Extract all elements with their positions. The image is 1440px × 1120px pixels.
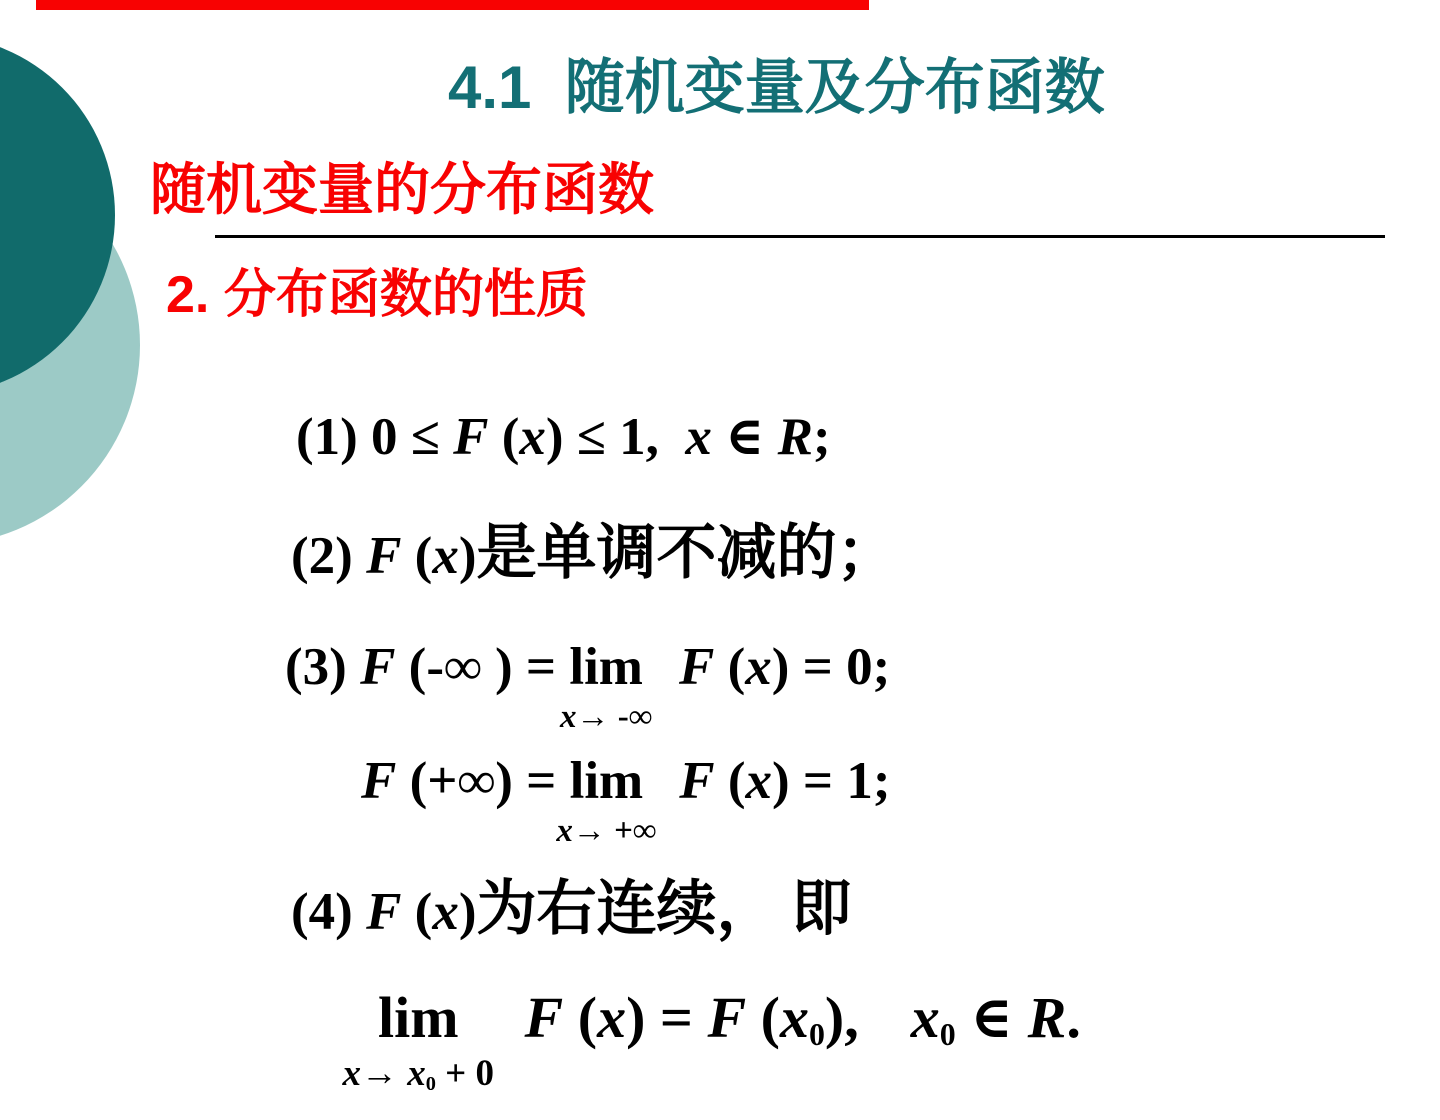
- formula-segment: x: [910, 984, 940, 1050]
- formula-segment: → +∞: [572, 812, 657, 849]
- formula-segment: (+∞) =: [396, 751, 570, 810]
- formula-segment: ) = 1;: [771, 751, 891, 810]
- formula-segment: + 0: [435, 1052, 495, 1094]
- formula-segment: (: [401, 526, 433, 585]
- formula-segment: ): [458, 526, 477, 585]
- formula-segment: ) =: [626, 984, 708, 1050]
- formula-segment: ) ≤ 1,: [545, 407, 686, 466]
- formula-segment: (: [746, 984, 780, 1050]
- formula-segment: F: [707, 984, 747, 1050]
- formula-segment: (-∞ ) =: [395, 637, 570, 696]
- formula-segment: ),: [824, 984, 859, 1050]
- formula-segment: x: [597, 984, 627, 1050]
- formula-segment: x: [519, 407, 546, 466]
- formula-segment: x: [407, 1052, 426, 1094]
- formula-segment: ) = 0;: [771, 637, 891, 696]
- lim-label: lim: [378, 984, 459, 1050]
- formula-segment: → -∞: [576, 698, 653, 735]
- formula-segment: ∈: [955, 984, 1028, 1050]
- formula-segment: ；: [836, 519, 897, 586]
- formula-segment: x: [432, 526, 459, 585]
- limit-operator: [342, 984, 495, 1095]
- formula-segment: x: [745, 751, 772, 810]
- formula-segment: →: [361, 1052, 408, 1094]
- formula-segment: 为右连续， 即: [476, 875, 852, 942]
- formula-segment: x: [745, 637, 772, 696]
- formula-segment: 是单调不减的: [476, 519, 837, 586]
- formula-segment: F: [679, 751, 715, 810]
- formula-segment: (4): [291, 882, 367, 941]
- top-red-bar: [36, 0, 869, 10]
- formula-segment: (: [401, 882, 433, 941]
- formula-segment: R: [777, 407, 813, 466]
- formula-segment: x: [685, 407, 712, 466]
- formula-segment: .: [1066, 984, 1081, 1050]
- formula-segment: x: [779, 984, 809, 1050]
- formula-segment: (2): [291, 526, 367, 585]
- formula-segment: (: [714, 637, 746, 696]
- formula-segment: F: [678, 637, 715, 696]
- formula-segment: F: [453, 407, 489, 466]
- formula-segment: (: [714, 751, 746, 810]
- formula-segment: 0: [425, 1072, 436, 1095]
- formula-segment: (3): [285, 637, 361, 696]
- formula-segment: ;: [813, 407, 831, 466]
- formula-segment: (: [488, 407, 520, 466]
- limit-operator: [556, 751, 657, 849]
- formula-segment: F: [366, 526, 402, 585]
- subsection-heading: 2. 分布函数的性质: [166, 266, 588, 324]
- formula-segment: 0: [939, 1016, 956, 1052]
- formula-segment: 0: [808, 1016, 825, 1052]
- formula-segment: x: [560, 698, 577, 735]
- section-heading: 随机变量的分布函数: [150, 158, 654, 221]
- limit-operator: [560, 637, 653, 735]
- formula-segment: F: [360, 637, 396, 696]
- formula-segment: R: [1027, 984, 1067, 1050]
- slide-title: 4.1 随机变量及分布函数: [448, 54, 1105, 121]
- formula-segment: F: [361, 751, 397, 810]
- formula-segment: (1) 0 ≤: [296, 407, 454, 466]
- formula-segment: x: [342, 1052, 362, 1094]
- limit-subscript: [343, 1053, 495, 1096]
- formula-segment: (: [563, 984, 598, 1050]
- lim-label: lim: [569, 751, 644, 810]
- formula-segment: F: [366, 882, 402, 941]
- divider-line: [215, 235, 1385, 238]
- formula-segment: x: [556, 812, 573, 849]
- lim-label: lim: [569, 637, 643, 696]
- formula-line-6: [320, 918, 1081, 1120]
- formula-segment: F: [524, 984, 564, 1050]
- formula-segment: ∈: [711, 407, 778, 466]
- formula-segment: x: [432, 882, 459, 941]
- formula-segment: ): [458, 882, 477, 941]
